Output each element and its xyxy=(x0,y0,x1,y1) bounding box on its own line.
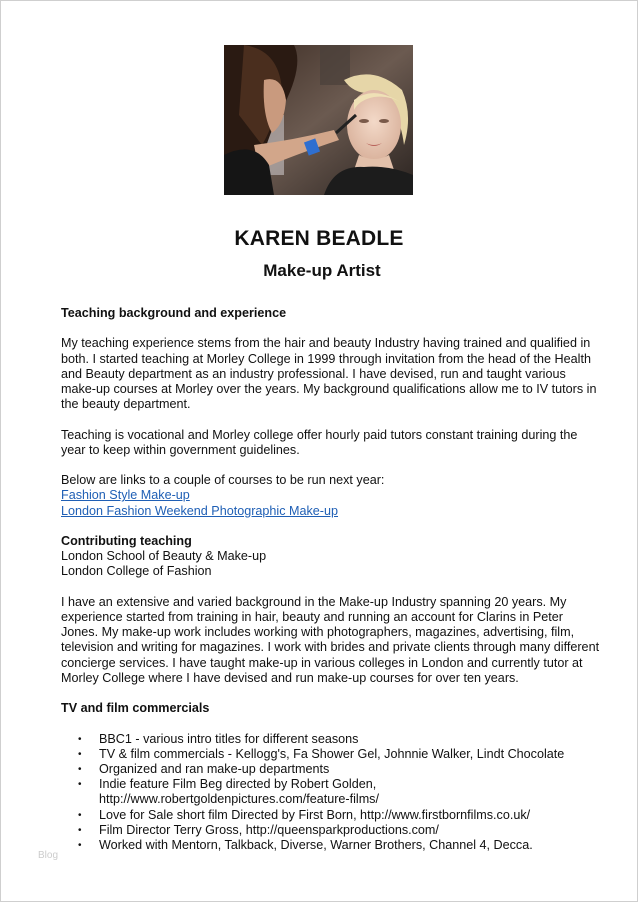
list-item xyxy=(61,838,601,853)
list-item xyxy=(61,808,601,823)
tv-heading: TV and film commercials xyxy=(61,701,210,716)
watermark: Blog xyxy=(38,850,59,861)
bullet-icon: • xyxy=(78,809,82,821)
list-item-text: Indie feature Film Beg directed by Robert Golden, http://www.robertgoldenpictures.com/feature-films/ xyxy=(99,777,379,807)
contributing-item: London School of Beauty & Make-up xyxy=(61,549,267,564)
background-paragraph: I have an extensive and varied background in the Make-up Industry spanning 20 years. My experience started from training in hair, beauty and running an account for Clarins in Peter Jones. My make-up work includes working with photographers, magazines, advertising, film, television and writing for magazines. I work with brides and private clients through many different concierge services. I have taught make-up in various colleges in London and currently tutor at Morley College where I have devised and run make-up courses for over ten years. xyxy=(61,594,600,685)
list-item xyxy=(61,823,601,838)
list-item-text: Film Director Terry Gross, http://queensparkproductions.com/ xyxy=(99,822,439,837)
list-item-text: BBC1 - various intro titles for different seasons xyxy=(99,731,359,746)
teaching-paragraph-2: Teaching is vocational and Morley college offer hourly paid tutors constant training during the year to keep within government guidelines. xyxy=(61,427,578,457)
document-body xyxy=(61,306,601,853)
portrait-photo-image xyxy=(224,45,413,195)
course-link-london-fashion-weekend[interactable]: London Fashion Weekend Photographic Make-up xyxy=(61,503,339,518)
tv-list xyxy=(61,732,601,854)
bullet-icon: • xyxy=(78,824,82,836)
list-item xyxy=(61,732,601,747)
person-name: KAREN BEADLE xyxy=(234,227,404,250)
links-intro: Below are links to a couple of courses to be run next year: xyxy=(61,473,385,488)
teaching-heading: Teaching background and experience xyxy=(61,306,287,320)
teaching-paragraph-1: My teaching experience stems from the hair and beauty Industry having trained and qualified in both. I started teaching at Morley College in 1999 through invitation from the head of the Health and Beauty department as an industry professional. I have devised, run and taught various make-up courses at Morley over the years. My background qualifications allow me to IV tutors in the beauty department. xyxy=(61,336,597,412)
contributing-item: London College of Fashion xyxy=(61,564,212,579)
list-item xyxy=(61,747,601,762)
list-item-text: Love for Sale short film Directed by First Born, http://www.firstbornfilms.co.uk/ xyxy=(99,807,531,822)
list-item-text: TV & film commercials - Kellogg's, Fa Shower Gel, Johnnie Walker, Lindt Chocolate xyxy=(99,746,565,761)
bullet-icon: • xyxy=(78,840,82,851)
portrait-photo xyxy=(224,45,413,195)
list-item-text: Organized and ran make-up departments xyxy=(99,761,330,776)
bullet-icon: • xyxy=(78,763,82,775)
contributing-heading: Contributing teaching xyxy=(61,533,192,548)
bullet-icon: • xyxy=(78,779,82,791)
list-item-text: Worked with Mentorn, Talkback, Diverse, Warner Brothers, Channel 4, Decca. xyxy=(99,838,533,852)
list-item xyxy=(61,777,601,807)
bullet-icon: • xyxy=(78,733,82,745)
list-item xyxy=(61,762,601,777)
job-title: Make-up Artist xyxy=(263,261,381,280)
course-link-fashion-style[interactable]: Fashion Style Make-up xyxy=(61,488,190,503)
bullet-icon: • xyxy=(78,748,82,760)
